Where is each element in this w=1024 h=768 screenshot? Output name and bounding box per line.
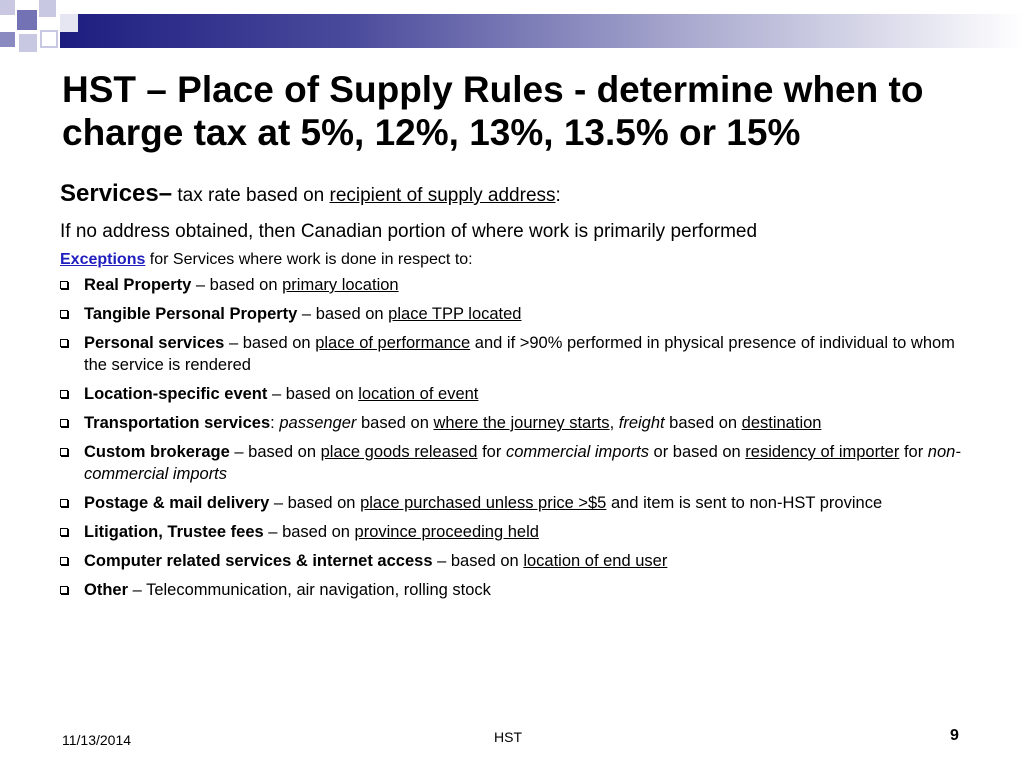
bullet-segment-underline: province proceeding held	[354, 523, 539, 541]
bullet-segment-bold: Other	[84, 581, 129, 599]
bullet-segment-italic: commercial imports	[505, 443, 649, 461]
decor-square	[0, 0, 15, 15]
bullet-segment-underline: location of event	[358, 385, 479, 403]
bullet-segment-underline: place TPP located	[388, 305, 522, 323]
hollow-square-bullet-icon	[60, 281, 68, 289]
exceptions-line	[60, 249, 980, 271]
bullet-transportation-services	[60, 412, 980, 434]
bullet-segment-normal: – based on	[267, 385, 359, 403]
bullet-segment-normal: for	[477, 443, 506, 461]
bullet-personal-services	[60, 332, 980, 376]
bullet-segment-underline: primary location	[282, 276, 399, 294]
bullet-segment-normal: and item is sent to non-HST province	[606, 494, 883, 512]
hollow-square-bullet-icon	[60, 499, 68, 507]
bullet-segment-normal: for	[899, 443, 928, 461]
bullet-segment-bold: Tangible Personal Property	[84, 305, 298, 323]
bullet-segment-bold: Postage & mail delivery	[84, 494, 270, 512]
bullet-segment-normal: or based on	[648, 443, 746, 461]
recipient-address-text: recipient of supply address	[329, 185, 556, 206]
bullet-segment-bold: Transportation services	[84, 414, 271, 432]
hollow-square-bullet-icon	[60, 557, 68, 565]
bullet-segment-bold: Real Property	[84, 276, 192, 294]
footer-date: 11/13/2014	[62, 732, 132, 748]
bullet-segment-bold: Location-specific event	[84, 385, 268, 403]
decor-square	[60, 14, 78, 32]
bullet-segment-underline: where the journey starts	[433, 414, 610, 432]
bullet-segment-bold: Computer related services & internet access	[84, 552, 433, 570]
bullet-segment-underline: destination	[741, 414, 822, 432]
bullet-segment-normal: – based on	[191, 276, 283, 294]
decor-square	[42, 32, 56, 46]
no-address-line: If no address obtained, then Canadian portion of where work is primarily performed	[60, 221, 758, 242]
bullet-segment-underline: residency of importer	[745, 443, 900, 461]
decor-square	[17, 10, 37, 30]
bullet-custom-brokerage	[60, 441, 980, 485]
bullet-segment-normal: – based on	[263, 523, 355, 541]
hollow-square-bullet-icon	[60, 390, 68, 398]
bullet-segment-italic: passenger	[279, 414, 357, 432]
hollow-square-bullet-icon	[60, 310, 68, 318]
exceptions-bullet-list	[60, 274, 980, 601]
bullet-segment-underline: location of end user	[523, 552, 668, 570]
decor-square	[19, 34, 37, 52]
exceptions-link[interactable]: Exceptions	[60, 251, 146, 268]
bullet-segment-normal: based on	[664, 414, 742, 432]
bullet-segment-normal: ,	[609, 414, 619, 432]
bullet-segment-italic: freight	[618, 414, 665, 432]
page-number: 9	[950, 727, 959, 744]
slide-content	[60, 181, 980, 601]
bullet-other	[60, 579, 980, 601]
bullet-segment-normal: – based on	[224, 334, 316, 352]
bullet-segment-normal: – based on	[432, 552, 524, 570]
bullet-segment-normal: – based on	[269, 494, 361, 512]
bullet-segment-normal: :	[270, 414, 280, 432]
hollow-square-bullet-icon	[60, 586, 68, 594]
bullet-segment-normal: – based on	[297, 305, 389, 323]
bullet-segment-bold: Litigation, Trustee fees	[84, 523, 264, 541]
bullet-segment-normal: and if >90% performed in physical presence of individual to whom the service is rendered	[84, 334, 955, 374]
services-heading: Services–	[60, 180, 173, 207]
footer-title: HST	[494, 729, 522, 745]
services-text: tax rate based on	[172, 185, 330, 206]
bullet-segment-normal: – based on	[229, 443, 321, 461]
bullet-computer-related-services	[60, 550, 980, 572]
decor-square	[0, 32, 15, 47]
bullet-segment-underline: place purchased unless price >$5	[360, 494, 607, 512]
services-line	[60, 181, 980, 209]
bullet-segment-underline: place goods released	[320, 443, 478, 461]
slide-title: HST – Place of Supply Rules - determine when to charge tax at 5%, 12%, 13%, 13.5% or 15%	[62, 69, 924, 153]
bullet-segment-normal: based on	[356, 414, 434, 432]
header-gradient-band	[60, 14, 1024, 48]
exceptions-text: for Services where work is done in respect to:	[145, 251, 473, 268]
hollow-square-bullet-icon	[60, 528, 68, 536]
bullet-segment-bold: Personal services	[84, 334, 225, 352]
hollow-square-bullet-icon	[60, 339, 68, 347]
decor-square	[39, 0, 56, 17]
hollow-square-bullet-icon	[60, 419, 68, 427]
bullet-location-specific-event	[60, 383, 980, 405]
bullet-segment-underline: place of performance	[315, 334, 471, 352]
services-colon: :	[555, 185, 561, 206]
bullet-litigation-trustee-fees	[60, 521, 980, 543]
bullet-real-property	[60, 274, 980, 296]
bullet-segment-normal: – Telecommunication, air navigation, rolling stock	[128, 581, 491, 599]
hollow-square-bullet-icon	[60, 448, 68, 456]
bullet-tangible-personal-property	[60, 303, 980, 325]
bullet-segment-italic: non-commercial imports	[84, 443, 961, 483]
bullet-segment-bold: Custom brokerage	[84, 443, 230, 461]
bullet-postage-mail-delivery	[60, 492, 980, 514]
